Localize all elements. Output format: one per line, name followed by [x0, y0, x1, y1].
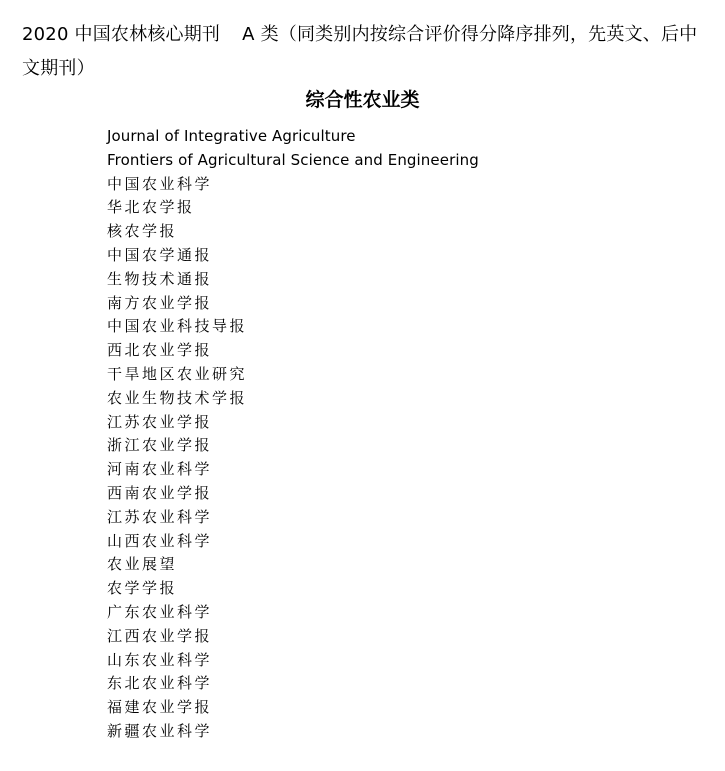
journal-item: 华北农学报	[107, 198, 195, 217]
category-label: A 类（同类别内按综合评价得分降序排列，先英文、后中	[242, 24, 698, 45]
journal-item: 江苏农业科学	[107, 507, 213, 526]
journal-item: 浙江农业学报	[107, 436, 213, 455]
section-heading: 综合性农业类	[305, 89, 420, 111]
journal-item: 中国农业科技导报	[107, 317, 248, 336]
journal-item: 广东农业科学	[107, 602, 213, 621]
journal-item: 干旱地区农业研究	[107, 364, 248, 383]
header-line	[22, 18, 718, 52]
journal-item: Journal of Integrative Agriculture	[107, 127, 356, 145]
document-title: 2020 中国农林核心期刊	[22, 24, 221, 45]
journal-item: 核农学报	[107, 222, 178, 241]
journal-item: 南方农业学报	[107, 293, 213, 312]
journal-item: 山东农业科学	[107, 650, 213, 669]
journal-item: 河南农业科学	[107, 460, 213, 479]
journal-item: 生物技术通报	[107, 269, 213, 288]
journal-item: 山西农业科学	[107, 531, 213, 550]
journal-item: 新疆农业科学	[107, 721, 213, 740]
journal-item: 农学学报	[107, 579, 178, 598]
journal-item: 福建农业学报	[107, 698, 213, 717]
document-header	[22, 18, 718, 86]
journal-item: 农业生物技术学报	[107, 388, 248, 407]
journal-item: 江西农业学报	[107, 626, 213, 645]
category-label-continued: 文期刊）	[22, 58, 95, 79]
journal-item: 东北农业科学	[107, 674, 213, 693]
journal-list	[107, 125, 479, 744]
journal-item: 中国农业科学	[107, 174, 213, 193]
journal-item: 西北农业学报	[107, 341, 213, 360]
journal-item: 农业展望	[107, 555, 178, 574]
journal-item: 西南农业学报	[107, 483, 213, 502]
journal-item: Frontiers of Agricultural Science and Engineering	[107, 150, 479, 169]
journal-item: 江苏农业学报	[107, 412, 213, 431]
journal-item: 中国农学通报	[107, 245, 213, 264]
